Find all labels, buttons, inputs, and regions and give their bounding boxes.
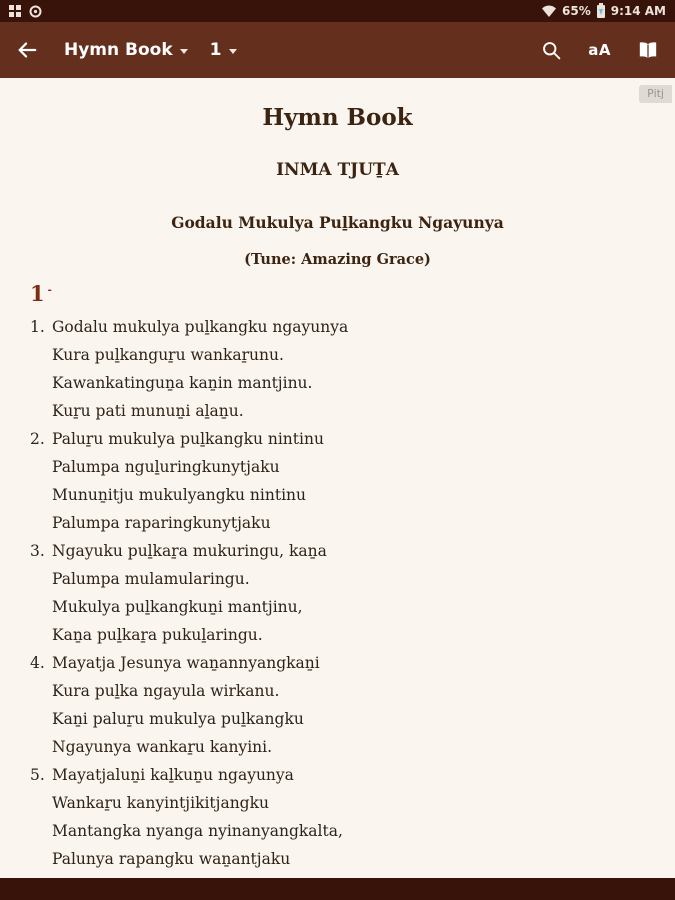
- verse-list: [0, 313, 675, 873]
- verse-text: Ngayunya wankaṟu kanyini.: [52, 738, 273, 756]
- verse-line: [30, 621, 675, 649]
- font-size-icon: aA: [588, 41, 611, 59]
- verse-text: Kura puḻkanguṟu wankaṟunu.: [52, 346, 284, 364]
- verse-text: Palumpa raparingkunytjaku: [52, 514, 271, 532]
- verse-line: [30, 649, 675, 677]
- verse-number: [30, 593, 52, 621]
- hymn-number: [30, 281, 675, 306]
- verse-number: [30, 453, 52, 481]
- verse-number: [30, 481, 52, 509]
- verse-number: 5.: [30, 766, 45, 784]
- page-title: Hymn Book: [262, 104, 413, 131]
- verse-number: 4.: [30, 654, 45, 672]
- status-left-icons: [9, 5, 42, 18]
- hymn-number-dropdown[interactable]: [210, 40, 237, 60]
- verse-number: [30, 789, 52, 817]
- verse-number: [30, 509, 52, 537]
- verse-text: Godalu mukulya puḻkangku ngayunya: [52, 318, 349, 336]
- verse-number: [30, 341, 52, 369]
- verse-line: [30, 425, 675, 453]
- verse-line: [30, 509, 675, 537]
- verse-number: [30, 677, 52, 705]
- gear-icon: [29, 5, 42, 18]
- verse-number: [30, 397, 52, 425]
- status-time: 9:14 AM: [610, 4, 666, 18]
- verse-text: Palumpa nguḻuringkunytjaku: [52, 458, 280, 476]
- search-icon: [541, 40, 562, 61]
- verse-text: Kaṉa puḻkaṟa pukuḻaringu.: [52, 626, 263, 644]
- verse-line: [30, 817, 675, 845]
- arrow-left-icon: [16, 39, 38, 61]
- verse-line: [30, 481, 675, 509]
- hymn-number-label: 1: [209, 40, 222, 60]
- verse-number: 2.: [30, 430, 45, 448]
- verse-line: [30, 705, 675, 733]
- verse-line: [30, 761, 675, 789]
- verse-number: [30, 733, 52, 761]
- verse-text: Mayatja Jesunya waṉannyangkaṉi: [52, 654, 320, 672]
- verse-line: [30, 453, 675, 481]
- verse-line: [30, 369, 675, 397]
- verse-text: Kawankatinguṉa kaṉin mantjinu.: [52, 374, 313, 392]
- verse-text: Palunya rapangku waṉantjaku: [52, 850, 291, 868]
- app-bar-actions: [541, 40, 659, 61]
- verse-text: Kaṉi paluṟu mukulya puḻkangku: [52, 710, 304, 728]
- grid-icon: [9, 5, 22, 18]
- verse-text: Palumpa mulamularingu.: [52, 570, 250, 588]
- hymn-page: [0, 78, 675, 878]
- verse-number: 3.: [30, 542, 45, 560]
- verse-text: Munuṉitju mukulyangku nintinu: [52, 486, 306, 504]
- verse-text: Ngayuku puḻkaṟa mukuringu, kaṉa: [52, 542, 327, 560]
- chevron-down-icon: [229, 49, 237, 54]
- verse-number: [30, 369, 52, 397]
- verse-line: [30, 789, 675, 817]
- verse-number: [30, 705, 52, 733]
- verse-line: [30, 397, 675, 425]
- verse-text: Mukulya puḻkangkuṉi mantjinu,: [52, 598, 303, 616]
- status-bar: [0, 0, 675, 22]
- hymn-title: Godalu Mukulya Puḻkangku Ngayunya: [171, 213, 504, 232]
- language-badge[interactable]: Pitj: [639, 85, 672, 103]
- chevron-down-icon: [180, 49, 188, 54]
- verse-number: [30, 621, 52, 649]
- bookmarks-button[interactable]: [637, 40, 659, 60]
- verse-number: [30, 845, 52, 873]
- book-selector-label: Hymn Book: [64, 40, 173, 60]
- verse-text: Mantangka nyanga nyinanyangkalta,: [52, 822, 343, 840]
- tune-label: (Tune: Amazing Grace): [244, 251, 431, 268]
- verse-line: [30, 565, 675, 593]
- verse-text: Mayatjaluṉi kaḻkuṉu ngayunya: [52, 766, 294, 784]
- verse-line: [30, 341, 675, 369]
- book-icon: [637, 40, 659, 60]
- footnote-mark: -: [47, 285, 52, 296]
- verse-line: [30, 677, 675, 705]
- verse-number: [30, 817, 52, 845]
- back-button[interactable]: [16, 39, 50, 61]
- font-size-button[interactable]: [588, 41, 611, 59]
- app-bar: [0, 22, 675, 78]
- verse-line: [30, 313, 675, 341]
- verse-line: [30, 593, 675, 621]
- verse-text: Kuṟu pati munuṉi aḻaṉu.: [52, 402, 244, 420]
- collection-title: INMA TJUṮA: [276, 160, 399, 180]
- verse-text: Kura puḻka ngayula wirkanu.: [52, 682, 280, 700]
- hymn-number-value: 1: [30, 281, 45, 306]
- verse-number: 1.: [30, 318, 45, 336]
- book-selector-dropdown[interactable]: [64, 40, 188, 60]
- verse-line: [30, 537, 675, 565]
- verse-text: Wankaṟu kanyintjikitjangku: [52, 794, 269, 812]
- verse-line: [30, 845, 675, 873]
- status-right-cluster: [542, 4, 666, 18]
- battery-percent: 65%: [562, 4, 591, 18]
- verse-line: [30, 733, 675, 761]
- verse-number: [30, 565, 52, 593]
- wifi-icon: [542, 5, 556, 17]
- verse-text: Paluṟu mukulya puḻkangku nintinu: [52, 430, 324, 448]
- search-button[interactable]: [541, 40, 562, 61]
- navigation-bar[interactable]: [0, 878, 675, 900]
- battery-icon: [597, 5, 605, 18]
